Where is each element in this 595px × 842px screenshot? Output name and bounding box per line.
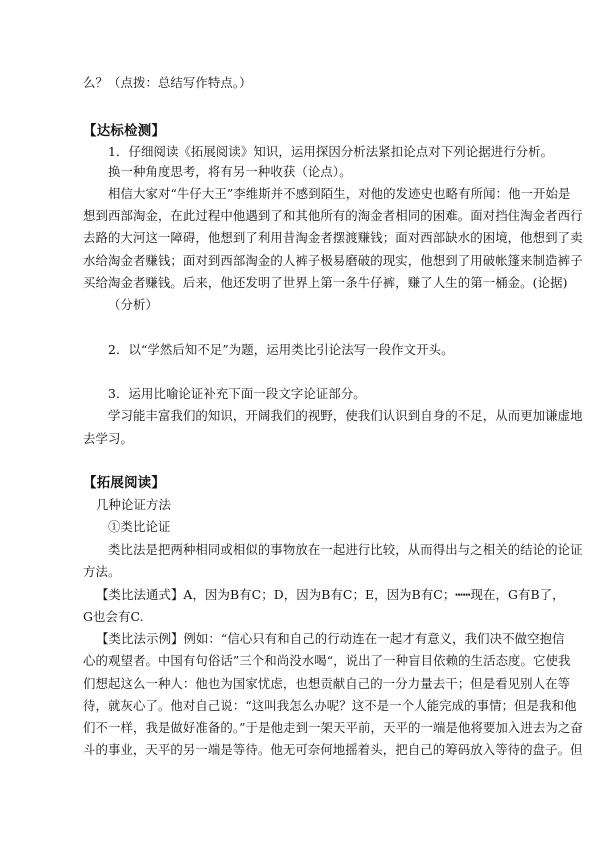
analogy-definition-line: 方法。 — [83, 564, 121, 579]
section-heading-assessment: 【达标检测】 — [83, 123, 166, 139]
question-3-text-line: 去学习。 — [83, 431, 133, 446]
question-1-evidence-line: 相信大家对“牛仔大王”李维斯并不感到陌生，对他的发迹史也略有所闻：他一开始是 — [108, 186, 571, 201]
question-1-thesis: 换一种角度思考，将有另一种收获（论点）。 — [108, 164, 352, 179]
question-3-text-line: 学习能丰富我们的知识，开阔我们的视野，使我们认识到自身的不足，从而更加谦虚地 — [108, 408, 583, 423]
question-1-evidence-line: 去路的大河这一障碍，他想到了利用昔淘金者摆渡赚钱；面对西部缺水的困境，他想到了卖 — [83, 230, 583, 245]
analogy-example-line: 待，就灰心了。他对自己说：“这叫我怎么办呢？这不是一个人能完成的事情；但是我和他 — [83, 698, 577, 713]
question-1-title: 1．仔细阅读《拓展阅读》知识，运用探因分析法紧扣论点对下列论据进行分析。 — [108, 144, 554, 159]
analogy-example-line: 们想起这么一种人：他也为国家忧虑，也想贡献自己的一分力量去干；但是看见别人在等 — [83, 676, 571, 691]
analogy-example-line: 们不一样，我是做好准备的。”于是他走到一架天平前，天平的一端是他将要加入进去为之奋 — [83, 720, 583, 735]
extended-reading-title: 几种论证方法 — [96, 497, 171, 512]
analogy-example-line: 斗的事业，天平的另一端是等待。他无可奈何地摇着头，把自己的筹码放入等待的盘子。但 — [83, 742, 583, 757]
question-2-title: 2．以“学然后知不足”为题，运用类比引论法写一段作文开头。 — [108, 342, 454, 357]
analogy-example-line: 【类比法示例】例如：“信心只有和自己的行动连在一起才有意义，我们决不做空抱信 — [96, 631, 565, 646]
question-1-evidence-line: 水给淘金者赚钱；面对到西部淘金的人裤子极易磨破的现实，他想到了用破帐篷来制造裤子 — [83, 253, 583, 268]
analogy-formula-line: 【类比法通式】A，因为B有C；D，因为B有C；E，因为B有C；┅┅现在，G有B了， — [96, 587, 565, 602]
question-1-evidence-line: 想到西部淘金，在此过程中他遇到了和其他所有的淘金者相同的困难。面对挡住淘金者西行 — [83, 208, 583, 223]
analogy-example-line: 心的观望者。中国有句俗话”三个和尚没水喝“，说出了一种盲目依赖的生活态度。它使我 — [83, 653, 571, 668]
section-heading-extended-reading: 【拓展阅读】 — [83, 475, 166, 491]
question-1-evidence-line: 买给淘金者赚钱。后来，他还发明了世界上第一条牛仔裤，赚了人生的第一桶金。(论据) — [83, 275, 568, 290]
analogy-definition-line: 类比法是把两种相同或相似的事物放在一起进行比较，从而得出与之相关的结论的论证 — [108, 542, 583, 557]
intro-line: 么？（点拨：总结写作特点。） — [83, 75, 252, 90]
subsection-analogy: ①类比论证 — [108, 519, 171, 534]
question-1-analysis-label: （分析） — [108, 297, 158, 312]
analogy-formula-line: G也会有C. — [83, 609, 144, 624]
question-3-title: 3．运用比喻论证补充下面一段文字论证部分。 — [108, 386, 366, 401]
